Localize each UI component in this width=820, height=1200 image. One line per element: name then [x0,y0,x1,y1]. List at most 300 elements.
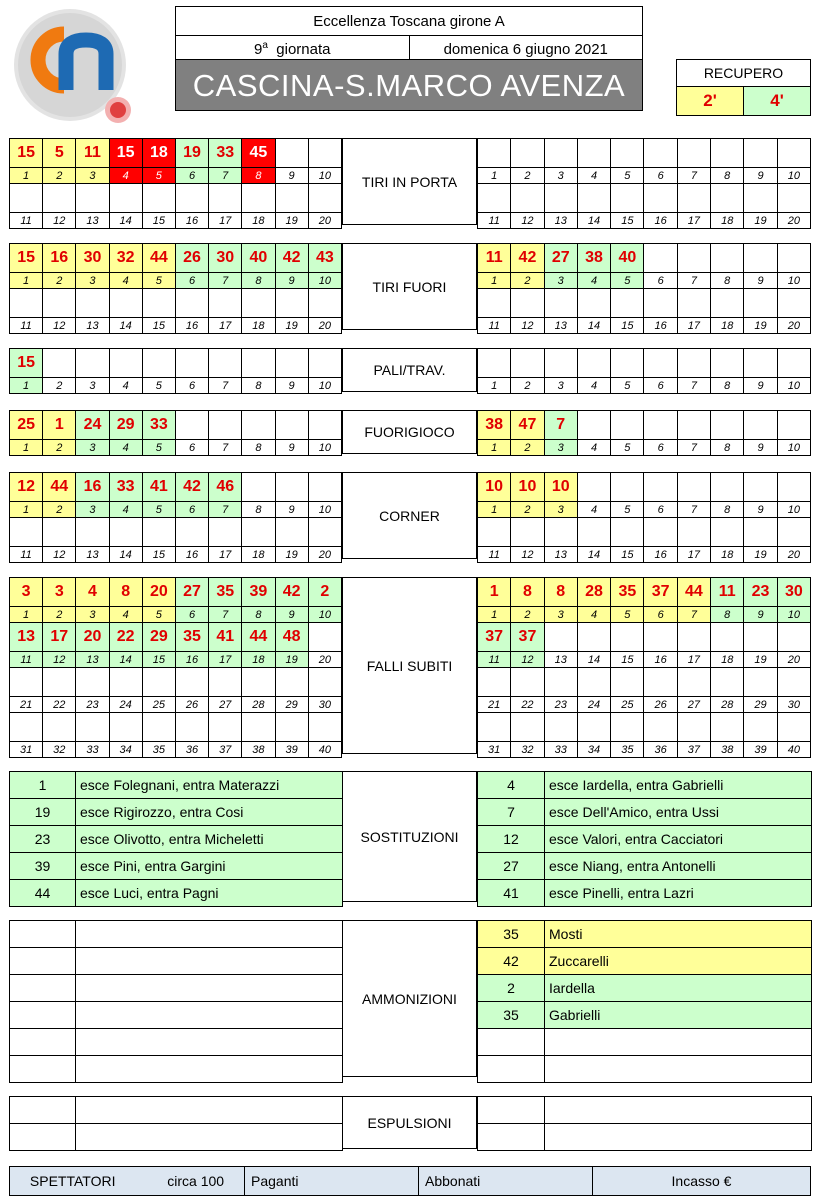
stat-value [611,289,644,318]
slot-number: 8 [711,378,744,394]
stat-value [777,139,810,168]
slot-number: 36 [175,742,208,758]
stat-value [711,184,744,213]
slot-number: 15 [142,213,175,229]
minute: 41 [478,880,545,907]
stat-value [275,713,308,742]
stat-value: 20 [142,578,175,607]
expulsion-row [10,1124,343,1151]
slot-number: 6 [644,378,677,394]
stat-value: 13 [10,623,43,652]
stat-value: 47 [511,411,544,440]
slot-number: 4 [577,440,610,456]
slot-number: 9 [275,168,308,184]
slot-number: 4 [109,273,142,289]
paganti-label: Paganti [245,1167,419,1196]
stat-value: 8 [544,578,577,607]
minute: 35 [478,921,545,948]
stat-value [511,349,544,378]
slot-number: 8 [711,168,744,184]
description: esce Pini, entra Gargini [76,853,343,880]
stat-value [511,184,544,213]
section-label: PALI/TRAV. [342,348,477,392]
stat-value [711,139,744,168]
slot-number: 40 [777,742,810,758]
minute [10,1002,76,1029]
away-grid [477,577,811,758]
stat-value: 48 [275,623,308,652]
booking-row [478,921,812,948]
stat-value [175,349,208,378]
slot-number: 19 [275,652,308,668]
slot-number: 10 [777,440,810,456]
stat-value: 41 [142,473,175,502]
slot-number: 4 [577,607,610,623]
stat-value: 2 [308,578,341,607]
away-grid [477,138,811,229]
stat-value: 35 [209,578,242,607]
stat-value: 42 [175,473,208,502]
slot-number: 2 [511,273,544,289]
stat-value [677,139,710,168]
substitution-row [10,880,343,907]
minute: 1 [10,772,76,799]
slot-number: 34 [109,742,142,758]
slot-number: 21 [478,697,511,713]
slot-number: 16 [175,652,208,668]
round-word: giornata [276,41,331,58]
stat-value: 44 [43,473,76,502]
slot-number: 31 [478,742,511,758]
slot-number: 6 [644,168,677,184]
home-substitutions [9,771,343,907]
slot-number: 16 [644,547,677,563]
slot-number: 8 [242,273,275,289]
slot-number: 4 [109,168,142,184]
slot-number: 20 [777,213,810,229]
slot-number: 3 [76,502,109,518]
stat-value [777,184,810,213]
slot-number: 37 [677,742,710,758]
slot-number: 2 [43,168,76,184]
stat-value [677,473,710,502]
stat-value: 10 [544,473,577,502]
slot-number: 30 [777,697,810,713]
stat-value [76,184,109,213]
slot-number: 19 [744,318,777,334]
slot-number: 2 [43,502,76,518]
slot-number: 10 [777,607,810,623]
slot-number: 16 [644,318,677,334]
minute [10,921,76,948]
stat-value [308,713,341,742]
slot-number: 3 [76,607,109,623]
slot-number: 3 [544,502,577,518]
slot-number: 26 [644,697,677,713]
stat-value [242,713,275,742]
substitution-row [478,826,812,853]
section-label: ESPULSIONI [342,1096,477,1149]
slot-number: 4 [577,168,610,184]
slot-number: 9 [275,378,308,394]
stat-value [43,349,76,378]
stat-value [10,518,43,547]
minute: 23 [10,826,76,853]
slot-number: 35 [142,742,175,758]
slot-number: 13 [76,213,109,229]
stat-value [43,184,76,213]
slot-number: 20 [777,318,810,334]
slot-number: 19 [744,213,777,229]
slot-number: 23 [544,697,577,713]
competition-name: Eccellenza Toscana girone A [176,7,643,36]
stat-value [142,289,175,318]
abbonati-label: Abbonati [419,1167,593,1196]
slot-number: 13 [76,547,109,563]
slot-number: 30 [308,697,341,713]
minute [478,1056,545,1083]
stat-value: 3 [43,578,76,607]
booking-row [10,921,343,948]
slot-number: 2 [511,378,544,394]
stat-value [275,411,308,440]
stat-value [577,139,610,168]
stat-value [677,411,710,440]
slot-number: 16 [175,318,208,334]
slot-number: 7 [677,378,710,394]
slot-number: 5 [611,168,644,184]
stat-value: 8 [109,578,142,607]
slot-number: 3 [544,607,577,623]
slot-number: 27 [677,697,710,713]
slot-number: 15 [142,547,175,563]
slot-number: 11 [478,547,511,563]
stat-value [677,623,710,652]
slot-number: 15 [142,652,175,668]
stat-value [677,713,710,742]
slot-number: 9 [275,440,308,456]
slot-number: 5 [611,440,644,456]
slot-number: 3 [76,273,109,289]
stat-value [209,411,242,440]
slot-number: 14 [577,318,610,334]
slot-number: 28 [711,697,744,713]
minute: 42 [478,948,545,975]
slot-number: 5 [611,378,644,394]
minute: 2 [478,975,545,1002]
stat-value: 18 [142,139,175,168]
stat-value [209,668,242,697]
slot-number: 3 [544,168,577,184]
slot-number: 7 [677,440,710,456]
slot-number: 19 [275,318,308,334]
slot-number: 22 [43,697,76,713]
stat-value: 5 [43,139,76,168]
booking-row [10,975,343,1002]
slot-number: 31 [10,742,43,758]
slot-number: 2 [511,607,544,623]
slot-number: 9 [275,502,308,518]
stat-value: 45 [242,139,275,168]
section-label: SOSTITUZIONI [342,771,477,902]
stat-value: 7 [544,411,577,440]
expulsion-row [10,1097,343,1124]
description [76,948,343,975]
stat-value: 28 [577,578,610,607]
slot-number: 5 [611,273,644,289]
stat-value: 43 [308,244,341,273]
stat-value [711,244,744,273]
stat-value [677,244,710,273]
expulsion-row [478,1097,812,1124]
stat-value [544,668,577,697]
description: Iardella [545,975,812,1002]
stat-value: 35 [611,578,644,607]
stat-value [711,713,744,742]
stat-value [76,668,109,697]
slot-number: 10 [308,502,341,518]
recupero-label: RECUPERO [677,60,811,87]
stat-value [544,184,577,213]
stat-value [275,518,308,547]
stat-value: 20 [76,623,109,652]
stat-value [611,518,644,547]
slot-number: 8 [711,607,744,623]
slot-number: 10 [308,440,341,456]
slot-number: 7 [209,378,242,394]
slot-number: 10 [777,273,810,289]
slot-number: 8 [242,440,275,456]
minute [478,1124,545,1151]
slot-number: 14 [109,547,142,563]
stat-value: 33 [209,139,242,168]
stat-value [644,349,677,378]
slot-number: 5 [142,273,175,289]
slot-number: 25 [142,697,175,713]
stat-value [175,289,208,318]
stat-value: 30 [777,578,810,607]
stat-value: 15 [109,139,142,168]
stat-value [611,411,644,440]
stat-value [175,184,208,213]
slot-number: 14 [109,318,142,334]
stat-value [611,623,644,652]
slot-number: 2 [43,378,76,394]
stat-value [577,713,610,742]
substitution-row [10,799,343,826]
slot-number: 18 [711,652,744,668]
description: esce Niang, entra Antonelli [545,853,812,880]
stat-value [76,713,109,742]
stat-value [744,518,777,547]
stat-value [10,713,43,742]
booking-row [10,1029,343,1056]
slot-number: 15 [611,652,644,668]
stat-value [711,411,744,440]
slot-number: 7 [677,273,710,289]
stat-value [242,184,275,213]
slot-number: 20 [308,213,341,229]
description: Mosti [545,921,812,948]
stat-value [577,473,610,502]
booking-row [10,1002,343,1029]
stat-value [511,289,544,318]
slot-number: 1 [478,440,511,456]
stat-value [644,244,677,273]
description [76,975,343,1002]
slot-number: 25 [611,697,644,713]
stat-value: 42 [275,578,308,607]
slot-number: 15 [611,318,644,334]
slot-number: 32 [43,742,76,758]
slot-number: 6 [175,273,208,289]
home-expulsions [9,1096,343,1151]
stat-value: 35 [175,623,208,652]
stat-value: 27 [544,244,577,273]
slot-number: 11 [10,213,43,229]
slot-number: 6 [644,607,677,623]
slot-number: 12 [43,652,76,668]
stat-value [744,244,777,273]
stat-value [142,184,175,213]
spettatori-label: SPETTATORI [29,1173,116,1189]
away-grid [477,410,811,456]
slot-number: 9 [744,440,777,456]
recupero-box [676,59,811,116]
slot-number: 38 [711,742,744,758]
slot-number: 6 [644,502,677,518]
stat-value: 10 [478,473,511,502]
slot-number: 3 [544,273,577,289]
match-date: domenica 6 giugno 2021 [409,36,643,63]
stat-value [175,518,208,547]
stat-value [744,289,777,318]
stat-value [677,349,710,378]
stat-value: 44 [677,578,710,607]
stat-value [544,349,577,378]
slot-number: 28 [242,697,275,713]
slot-number: 39 [275,742,308,758]
slot-number: 16 [644,652,677,668]
stat-value [677,184,710,213]
description: esce Valori, entra Cacciatori [545,826,812,853]
slot-number: 1 [478,378,511,394]
slot-number: 7 [209,168,242,184]
recupero-first-half: 2' [677,87,744,116]
stat-value: 46 [209,473,242,502]
stat-value [142,518,175,547]
stat-value [109,713,142,742]
slot-number: 23 [76,697,109,713]
stat-value [142,713,175,742]
slot-number: 9 [744,273,777,289]
section-label: FALLI SUBITI [342,577,477,754]
stat-value [611,473,644,502]
slot-number: 7 [209,273,242,289]
stat-value: 25 [10,411,43,440]
stat-value: 41 [209,623,242,652]
description: Gabrielli [545,1002,812,1029]
stat-value [777,289,810,318]
slot-number: 12 [511,652,544,668]
minute [10,1124,76,1151]
booking-row [10,948,343,975]
stat-value [142,668,175,697]
stat-value [711,349,744,378]
slot-number: 40 [308,742,341,758]
slot-number: 6 [644,440,677,456]
away-bookings [477,920,812,1083]
minute [478,1097,545,1124]
stat-value [611,668,644,697]
stat-value [644,473,677,502]
slot-number: 9 [275,607,308,623]
stat-value [744,668,777,697]
stat-value: 3 [10,578,43,607]
stat-value: 22 [109,623,142,652]
stat-value [577,184,610,213]
slot-number: 17 [677,318,710,334]
stat-value: 15 [10,349,43,378]
slot-number: 18 [711,547,744,563]
stat-value [142,349,175,378]
stat-value [677,668,710,697]
slot-number: 5 [142,378,175,394]
slot-number: 12 [511,547,544,563]
stat-value [711,473,744,502]
slot-number: 10 [308,273,341,289]
home-grid [9,243,342,334]
slot-number: 3 [76,378,109,394]
description: esce Olivotto, entra Micheletti [76,826,343,853]
stat-value: 11 [478,244,511,273]
slot-number: 8 [242,502,275,518]
stat-value [109,184,142,213]
slot-number: 7 [677,607,710,623]
slot-number: 7 [677,168,710,184]
slot-number: 9 [744,502,777,518]
slot-number: 6 [175,502,208,518]
stat-value [242,289,275,318]
slot-number: 12 [511,213,544,229]
stat-value [43,668,76,697]
slot-number: 10 [777,502,810,518]
description [76,1002,343,1029]
match-title: CASCINA-S.MARCO AVENZA [175,59,643,111]
stat-value [478,668,511,697]
stat-value [777,713,810,742]
home-grid [9,472,342,563]
slot-number: 13 [544,547,577,563]
slot-number: 17 [209,213,242,229]
stat-value [777,668,810,697]
attendance-footer [9,1166,811,1196]
section-label: TIRI IN PORTA [342,138,477,225]
stat-value [577,289,610,318]
booking-row [478,1002,812,1029]
slot-number: 1 [478,273,511,289]
description: esce Dell'Amico, entra Ussi [545,799,812,826]
slot-number: 18 [242,213,275,229]
minute [478,1029,545,1056]
logo [8,8,134,126]
away-grid [477,348,811,394]
slot-number: 38 [242,742,275,758]
stat-value: 40 [611,244,644,273]
slot-number: 14 [109,652,142,668]
away-expulsions [477,1096,812,1151]
stat-value: 1 [478,578,511,607]
